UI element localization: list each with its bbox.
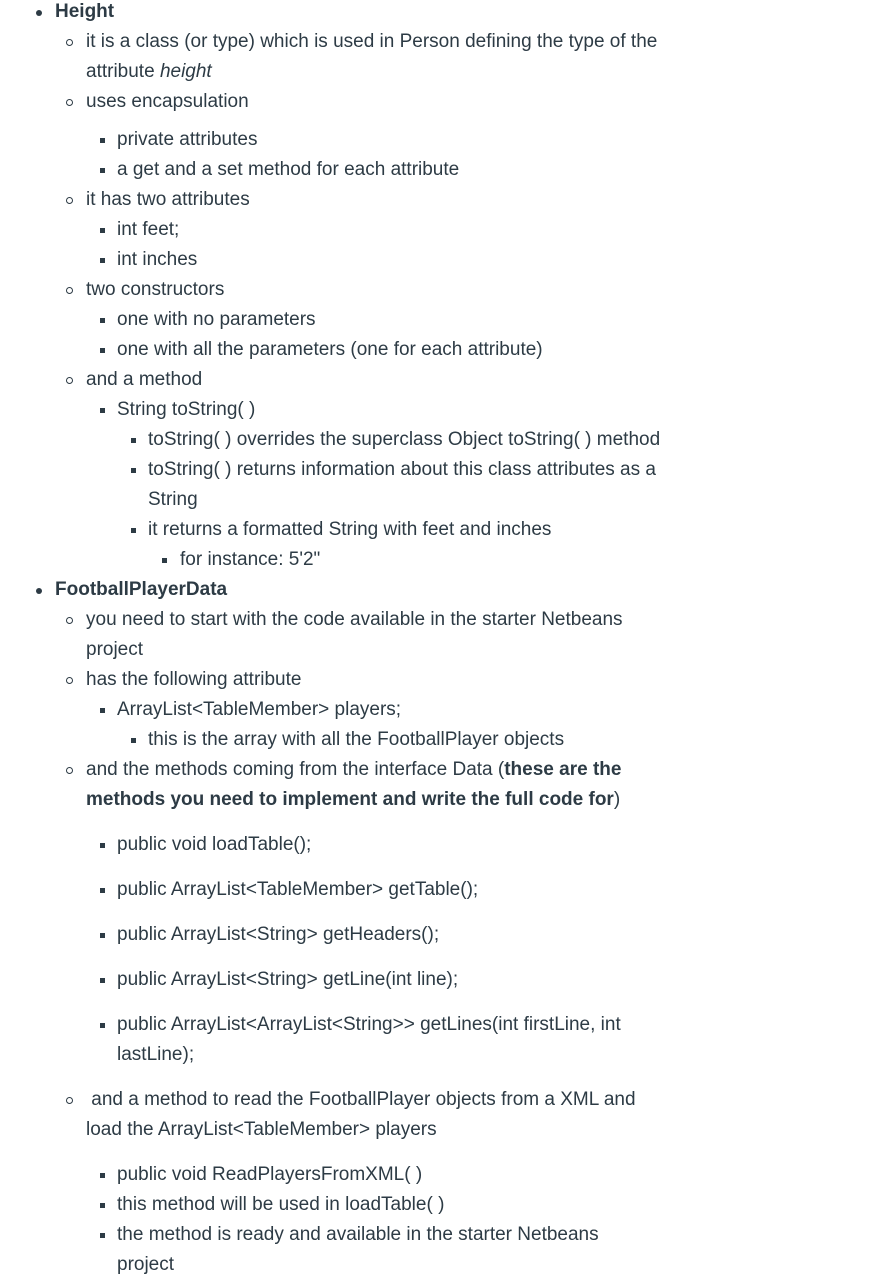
list-item-continuation: project	[117, 1254, 175, 1275]
list-item: and a method to read the FootballPlayer objects from a XML and	[86, 1089, 636, 1110]
bullet	[100, 168, 105, 173]
list-item: String toString( )	[117, 399, 256, 420]
list-item: you need to start with the code available in the starter Netbeans	[86, 609, 623, 630]
bullet	[100, 888, 105, 893]
bullet	[131, 438, 136, 443]
list-item-continuation: attribute height	[86, 61, 212, 82]
method-item: public ArrayList<String> getHeaders();	[117, 924, 440, 945]
bullet	[162, 558, 167, 563]
list-item: one with no parameters	[117, 309, 316, 330]
bullet	[36, 588, 42, 594]
list-item: private attributes	[117, 129, 258, 150]
list-item: and a method	[86, 369, 203, 390]
list-item: one with all the parameters (one for each attribute)	[117, 339, 543, 360]
bullet	[100, 138, 105, 143]
bullet	[100, 708, 105, 713]
list-item: a get and a set method for each attribute	[117, 159, 460, 180]
bullet	[100, 408, 105, 413]
list-item: this method will be used in loadTable( )	[117, 1194, 445, 1215]
bullet	[100, 318, 105, 323]
list-item: toString( ) returns information about this class attributes as a	[148, 459, 656, 480]
bullet	[100, 258, 105, 263]
method-item: public ArrayList<ArrayList<String>> getLines(int firstLine, int	[117, 1014, 621, 1035]
list-item: uses encapsulation	[86, 91, 249, 112]
method-item: public ArrayList<TableMember> getTable();	[117, 879, 479, 900]
list-item: it returns a formatted String with feet and inches	[148, 519, 552, 540]
bullet	[66, 197, 73, 204]
method-item-continuation: lastLine);	[117, 1044, 195, 1065]
bullet	[66, 767, 73, 774]
bullet	[66, 287, 73, 294]
method-item: public ArrayList<String> getLine(int line);	[117, 969, 459, 990]
footballplayerdata-heading: FootballPlayerData	[55, 579, 228, 600]
bullet	[100, 1173, 105, 1178]
list-item: int feet;	[117, 219, 180, 240]
list-item: has the following attribute	[86, 669, 302, 690]
list-item: and the methods coming from the interface Data (these are the	[86, 759, 622, 780]
list-item-continuation: project	[86, 639, 144, 660]
bullet	[131, 528, 136, 533]
list-item-continuation: String	[148, 489, 198, 510]
height-heading: Height	[55, 1, 115, 22]
bullet	[131, 738, 136, 743]
list-item: public void ReadPlayersFromXML( )	[117, 1164, 423, 1185]
list-item: this is the array with all the FootballPlayer objects	[148, 729, 565, 750]
list-item: toString( ) overrides the superclass Object toString( ) method	[148, 429, 661, 450]
bullet	[66, 39, 73, 46]
bullet	[100, 228, 105, 233]
list-item: ArrayList<TableMember> players;	[117, 699, 402, 720]
bullet	[36, 10, 42, 16]
list-item-continuation: load the ArrayList<TableMember> players	[86, 1119, 437, 1140]
bullet	[66, 677, 73, 684]
list-item: int inches	[117, 249, 198, 270]
bullet	[100, 978, 105, 983]
list-item: it has two attributes	[86, 189, 250, 210]
bullet	[100, 348, 105, 353]
method-item: public void loadTable();	[117, 834, 312, 855]
bullet	[131, 468, 136, 473]
bullet	[100, 1233, 105, 1238]
bullet	[66, 1097, 73, 1104]
bullet	[100, 933, 105, 938]
list-item: two constructors	[86, 279, 225, 300]
bullet	[100, 1023, 105, 1028]
bullet	[66, 377, 73, 384]
list-item-continuation: methods you need to implement and write the full code for)	[86, 789, 621, 810]
list-item: the method is ready and available in the starter Netbeans	[117, 1224, 599, 1245]
bullet	[100, 1203, 105, 1208]
bullet	[100, 843, 105, 848]
list-item: it is a class (or type) which is used in Person defining the type of the	[86, 31, 658, 52]
bullet	[66, 617, 73, 624]
list-item: for instance: 5'2"	[180, 549, 321, 570]
bullet	[66, 99, 73, 106]
